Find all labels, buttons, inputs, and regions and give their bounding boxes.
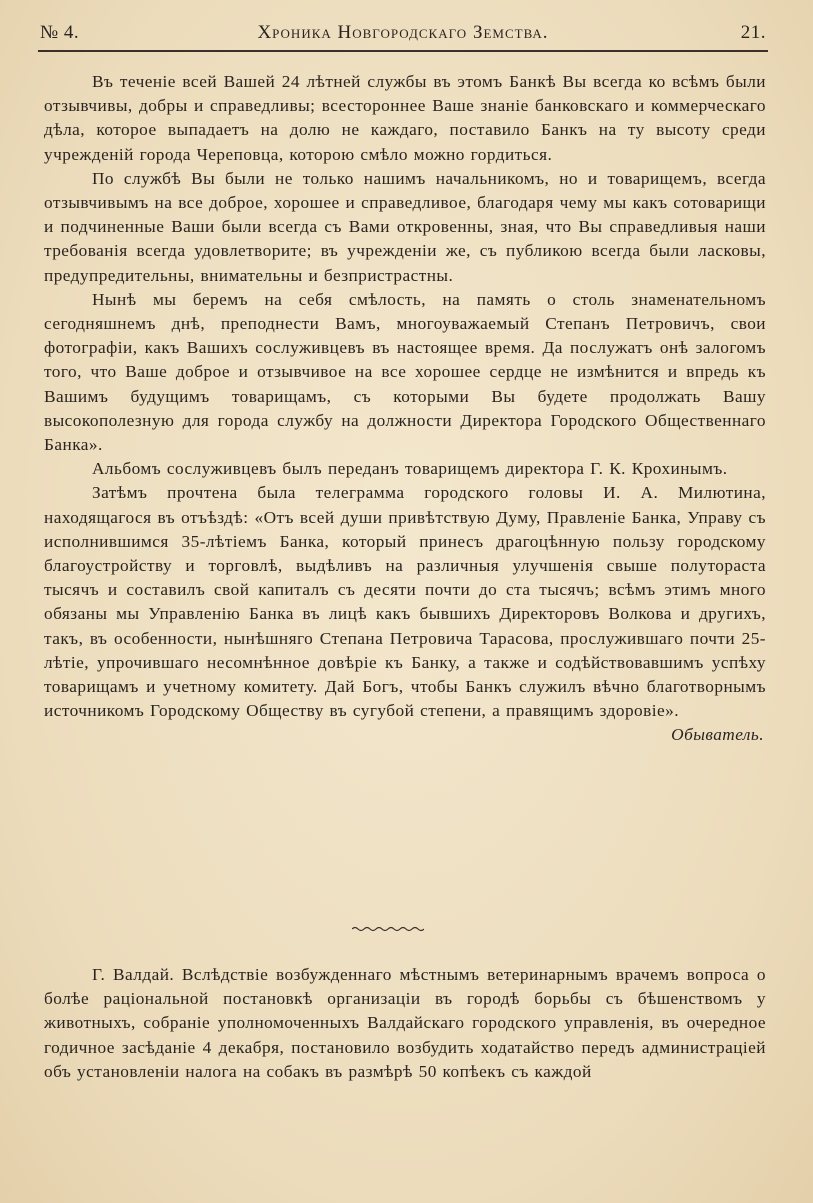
paragraph: Въ теченіе всей Вашей 24 лѣтней службы въ этомъ Банкѣ Вы всегда ко всѣмъ были отзывчивы, добры и справедливы; всестороннее Ваше знаніе банковскаго и коммерческаго дѣла, которое выпадаетъ на долю не каждаго, поставило Банкъ на ту высоту среди учрежденій города Череповца, которою смѣло можно гордиться.: [44, 72, 766, 164]
signature: Обыватель.: [671, 725, 764, 745]
article-body: [44, 70, 766, 748]
header-rule: [38, 50, 768, 52]
paragraph: Г. Валдай. Вслѣдствіе возбужденнаго мѣстнымъ ветеринарнымъ врачемъ вопроса о болѣе раціональной постановкѣ организаціи въ городѣ борьбы съ бѣшенствомъ у животныхъ, собраніе уполномоченныхъ Валдайскаго городского управленія, въ очередное годичное засѣданіе 4 декабря, постановило возбудить ходатайство передъ администраціей объ установленіи налога на собакъ въ размѣрѣ 50 копѣекъ съ каждой: [44, 965, 766, 1081]
paragraph: Нынѣ мы беремъ на себя смѣлость, на память о столь знаменательномъ сегодняшнемъ днѣ, преподнести Вамъ, многоуважаемый Степанъ Петровичъ, свои фотографіи, какъ Вашихъ сослуживцевъ въ настоящее время. Да послужатъ онѣ залогомъ того, что Ваше доброе и отзывчивое на все хорошее сердце не измѣнится и впредь къ Вашимъ будущимъ товарищамъ, съ которыми Вы будете продолжать Вашу высокополезную для города службу на должности Директора Городского Общественнаго Банка».: [44, 289, 766, 455]
issue-number: № 4.: [40, 22, 80, 43]
paragraph: Альбомъ сослуживцевъ былъ переданъ товарищемъ директора Г. К. Крохинымъ.: [92, 459, 728, 479]
paragraph: Затѣмъ прочтена была телеграмма городского головы И. А. Милютина, находящагося въ отъѣздѣ: «Отъ всей души привѣтствую Думу, Правленіе Банка, Управу съ исполнившимся 35-лѣтіемъ Банка, который принесъ драгоцѣнную пользу городскому благоустройству и торговлѣ, выдѣливъ на различныя улучшенія свыше полутораста тысячъ и составилъ свой капиталъ съ десяти почти до ста тысячъ; всѣмъ этимъ много обязаны мы Управленію Банка въ лицѣ какъ бывшихъ Директоровъ Волкова и другихъ, такъ, въ особенности, нынѣшняго Степана Петровича Тарасова, прослужившаго почти 25-лѣтіе, упрочившаго несомнѣнное довѣріе къ Банку, а также и содѣйствовавшимъ успѣху товарищамъ и учетному комитету. Дай Богъ, чтобы Банкъ служилъ вѣчно благотворнымъ источникомъ Городскому Обществу въ сугубой степени, а правящимъ здоровіе».: [44, 483, 766, 721]
page-header: [40, 22, 766, 48]
paragraph: По службѣ Вы были не только нашимъ начальникомъ, но и товарищемъ, всегда отзывчивымъ на все доброе, хорошее и справедливое, благодаря чему мы какъ сотоварищи и подчиненные Ваши были всегда съ Вами откровенны, зная, что Вы справедливыя наши требованія всегда удовлетворите; въ учрежденіи же, съ публикою всегда были ласковы, предупредительны, внимательны и безпристрастны.: [44, 168, 766, 285]
section-divider: [352, 925, 424, 933]
news-item: [44, 963, 766, 1084]
journal-title: Хроника Новгородскаго Земства.: [257, 22, 549, 43]
page-number: 21.: [740, 22, 766, 43]
